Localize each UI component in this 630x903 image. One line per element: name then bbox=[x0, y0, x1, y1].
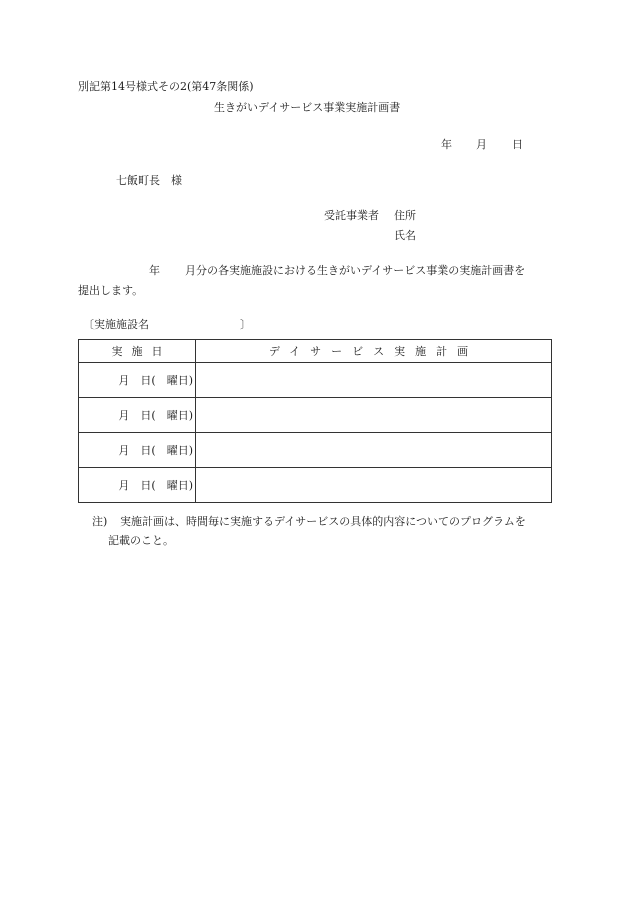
row-date-cell: 月 日( 曜日) bbox=[79, 363, 196, 398]
addressee: 七飯町長 様 bbox=[116, 174, 182, 187]
date-month-label: 月 bbox=[476, 138, 487, 151]
row-plan-cell[interactable] bbox=[196, 433, 552, 468]
table-row bbox=[79, 468, 552, 503]
table-row bbox=[79, 398, 552, 433]
note-text-line2: 記載のこと。 bbox=[108, 534, 174, 547]
plan-table bbox=[78, 339, 552, 503]
note-text-line1: 実施計画は、時間毎に実施するデイサービスの具体的内容についてのプログラムを bbox=[120, 515, 526, 528]
header-plan: デイサービス実施計画 bbox=[196, 340, 552, 363]
table-header-row bbox=[79, 340, 552, 363]
facility-name-label: 〔実施施設名 bbox=[83, 318, 149, 331]
form-reference: 別記第14号様式その2(第47条関係) bbox=[78, 80, 254, 93]
table-row bbox=[79, 433, 552, 468]
document-title: 生きがいデイサービス事業実施計画書 bbox=[214, 101, 401, 114]
table-row bbox=[79, 363, 552, 398]
body-year-label: 年 bbox=[149, 264, 160, 277]
note-label: 注) bbox=[92, 515, 108, 528]
row-plan-cell[interactable] bbox=[196, 363, 552, 398]
date-day-label: 日 bbox=[512, 138, 523, 151]
contractor-label: 受託事業者 bbox=[324, 209, 379, 222]
body-text-line1: 月分の各実施施設における生きがいデイサービス事業の実施計画書を bbox=[185, 264, 526, 277]
facility-name-bracket: 〕 bbox=[240, 318, 251, 331]
row-date-cell: 月 日( 曜日) bbox=[79, 398, 196, 433]
date-year-label: 年 bbox=[441, 138, 452, 151]
header-date: 実施日 bbox=[79, 340, 196, 363]
row-date-cell: 月 日( 曜日) bbox=[79, 433, 196, 468]
row-plan-cell[interactable] bbox=[196, 398, 552, 433]
row-date-cell: 月 日( 曜日) bbox=[79, 468, 196, 503]
contractor-name-label: 氏名 bbox=[394, 229, 416, 242]
contractor-address-label: 住所 bbox=[394, 209, 416, 222]
body-text-line2: 提出します。 bbox=[78, 284, 144, 297]
row-plan-cell[interactable] bbox=[196, 468, 552, 503]
